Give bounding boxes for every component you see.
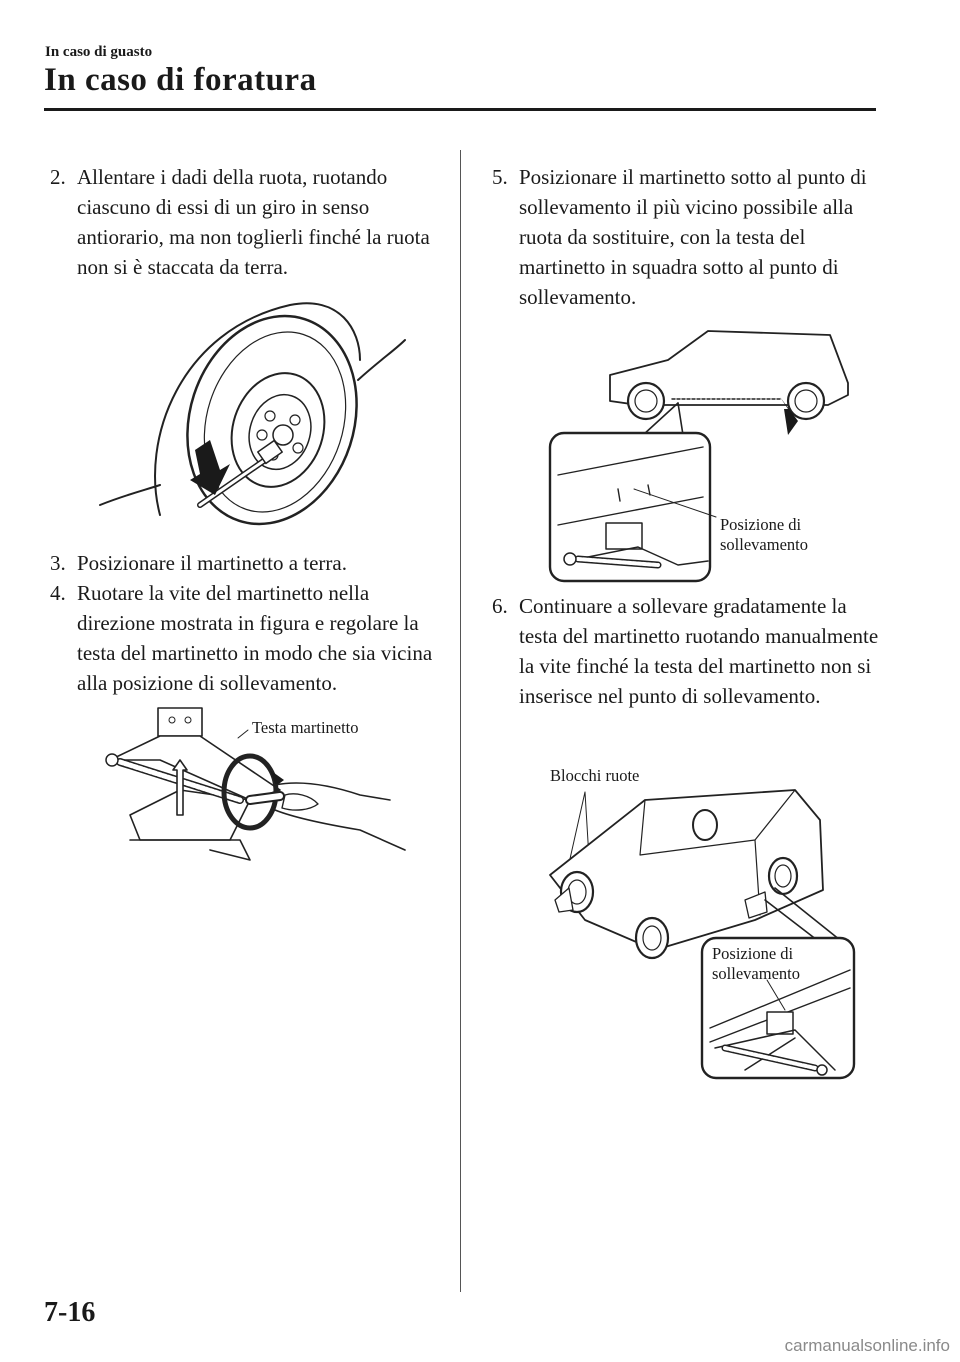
step-2 [50,162,435,282]
step-number: 2. [50,165,66,189]
step-text: Posizionare il martinetto a terra. [77,551,347,575]
step-text: Continuare a sollevare gradatamente la testa del martinetto ruotando manualmente la vite finché la testa del martinetto non si inserisce nel punto di sollevamento. [519,594,879,708]
lift-point-label-2: Posizione di sollevamento [712,944,800,983]
step-text: Allentare i dadi della ruota, ruotando ciascuno di essi di un giro in senso antiorario, ma non toglierli finché la ruota non si è staccata da terra. [77,165,430,279]
step-5 [492,162,882,312]
column-divider [460,150,461,1292]
step-4 [50,578,435,698]
step-3 [50,548,435,578]
wheel-wrench-illustration [100,290,420,530]
step-number: 5. [492,165,508,189]
title-rule [44,108,876,111]
step-number: 6. [492,594,508,618]
section-label: In caso di guasto [45,44,153,60]
page-number: 7-16 [44,1297,96,1328]
step-text: Posizionare il martinetto sotto al punto di sollevamento il più vicino possibile alla ruota da sostituire, con la testa del martinetto in squadra sotto al punto di sollevamento. [519,165,867,309]
step-number: 3. [50,551,66,575]
step-text: Ruotare la vite del martinetto nella direzione mostrata in figura e regolare la testa del martinetto in modo che sia vicina alla posizione di sollevamento. [77,581,433,695]
step-number: 4. [50,581,66,605]
watermark: carmanualsonline.info [784,1336,950,1355]
scissor-jack-illustration [100,700,410,870]
page-title: In caso di foratura [44,62,317,98]
lift-point-label-1: Posizione di sollevamento [720,515,808,554]
car-wheel-blocks-illustration [545,780,865,1085]
jack-head-label: Testa martinetto [252,718,359,737]
wheel-blocks-label: Blocchi ruote [550,766,640,785]
step-6 [492,591,882,711]
